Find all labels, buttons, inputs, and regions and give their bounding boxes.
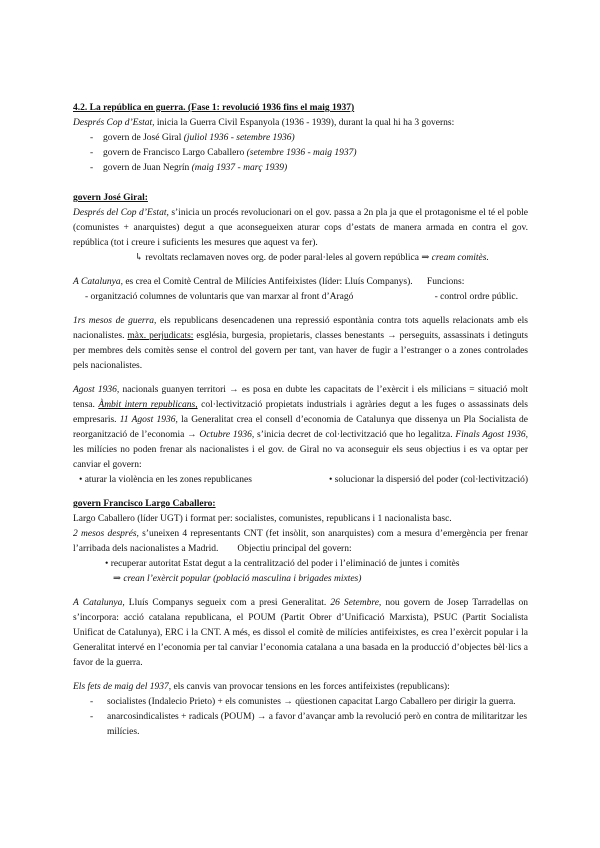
giral-heading: govern José Giral:: [73, 193, 148, 203]
list-item: - socialistes (Indalecio Prieto) + els comunistes → qüestionen capacitat Largo Caballero per dirigir la guerra.: [73, 695, 528, 710]
section-title: 4.2. La república en guerra. (Fase 1: revolució 1936 fins el maig 1937): [73, 103, 355, 113]
arrow-emphasis: cream comitès.: [431, 253, 489, 263]
paragraph-text: la Generalitat crea el consell d’economia de Catalunya que dissenya un Pla Socialista de reorganització de l’economia →: [73, 415, 529, 440]
date-emphasis: 11 Agost 1936,: [119, 415, 178, 425]
governs-list: [73, 131, 528, 176]
govern-name: govern de Francisco Largo Caballero: [103, 148, 247, 158]
bullet-item: • aturar la violència en les zones republicanes: [79, 475, 252, 485]
giral-arrow-line: [73, 251, 528, 266]
intro-text: inicia la Guerra Civil Espanyola (1936 - 1939), durant la qual hi ha 3 governs:: [154, 118, 455, 128]
paragraph-lead: Després del Cop d’Estat,: [73, 208, 169, 218]
paragraph-text: els canvis van provocar tensions en les forces antifeixistes (republicans):: [171, 682, 450, 692]
funcions-row: [73, 290, 528, 305]
caballero-paragraph-3: [73, 680, 528, 695]
govern-dates: (setembre 1936 - maig 1937): [246, 148, 357, 158]
list-item: [73, 146, 528, 161]
paragraph-text: s’inicia un procés revolucionari on el gov. passa a 2n pla ja que el protagonisme el té el poble (comunistes + anarquistes) degut a que aconsegueixen aturar cops d’estats de manera armada en contra el gov. república (tot i creure i suficients les mesures que aquest va fer).: [73, 208, 528, 248]
arrow-text: ⇒: [113, 574, 124, 584]
caballero-heading: govern Francisco Largo Caballero:: [73, 499, 216, 509]
paragraph-lead: A Catalunya,: [73, 598, 125, 608]
funcio-item: - control ordre públic.: [434, 292, 518, 302]
intro-lead: Després Cop d’Estat,: [73, 118, 155, 128]
paragraph-lead: Agost 1936,: [73, 385, 120, 395]
giral-paragraph-4: [73, 383, 528, 473]
govern-name: govern de Juan Negrín: [103, 163, 192, 173]
date-emphasis: Finals Agost 1936,: [455, 430, 528, 440]
objectiu-label: Objectiu principal del govern:: [237, 544, 352, 554]
paragraph-lead: A Catalunya,: [73, 277, 123, 287]
govern-name: govern de José Giral: [103, 133, 184, 143]
tensions-list: [73, 695, 528, 740]
govern-change-bullets: [73, 473, 528, 488]
govern-dates: (juliol 1936 - setembre 1936): [183, 133, 295, 143]
paragraph-lead: 1rs mesos de guerra,: [73, 316, 157, 326]
caballero-paragraph-1: [73, 527, 528, 557]
underlined-label: màx. perjudicats:: [127, 331, 194, 341]
paragraph-text: nou govern de Josep Tarradellas on s’incorpora: acció catalana republicana, el POUM (Partit Obrer d’Unificació Marxista), PSUC (Partit Socialista Unificat de Catalunya), ERC i la CNT. A més, es dissol el comitè de milícies antifeixistes, es crea l’exèrcit popular i la Generalitat intervé en l’economia per tal canviar l’economia catalana a una basada en la producció d’objectes bèl·lics a favor de la guerra.: [73, 598, 528, 668]
paragraph-text: s’inicia decret de col·lectivització que ho legalitza.: [254, 430, 456, 440]
paragraph-text: les milícies no poden frenar als nacionalistes i el gov. de Giral no va aconseguir els seus objectius i es va optar per canviar el govern:: [73, 445, 528, 470]
giral-paragraph-2: [73, 275, 528, 290]
paragraph-lead: Els fets de maig del 1937,: [73, 682, 172, 692]
caballero-arrow-line: [73, 572, 528, 587]
giral-paragraph-1: [73, 206, 528, 251]
funcio-item: - organització columnes de voluntaris que van marxar al front d’Aragó: [85, 292, 354, 302]
paragraph-text: Lluís Companys segueix com a presi Generalitat.: [124, 598, 331, 608]
date-emphasis: Octubre 1936,: [199, 430, 255, 440]
paragraph-lead: 2 mesos després,: [73, 529, 139, 539]
paragraph-text: es crea el Comitè Central de Milícies Antifeixistes (líder: Lluís Companys).: [122, 277, 413, 287]
arrow-text: ↳ revoltats reclamaven noves org. de poder paral·leles al govern república ⇒: [135, 253, 432, 263]
arrow-emphasis: crean l’exèrcit popular (població masculina i brigades mixtes): [123, 574, 362, 584]
paragraph-text: nacionals guanyen territori → es posa en dubte les capacitats de l’exèrcit i els milicians = situació molt tensa.: [73, 385, 528, 410]
list-item: [73, 161, 528, 176]
funcions-label: Funcions:: [426, 277, 465, 287]
bullet-item: • solucionar la dispersió del poder (col·lectivització): [328, 475, 528, 485]
document-page: [73, 101, 528, 740]
caballero-bullet: • recuperar autoritat Estat degut a la centralització del poder i l’eliminació de juntes i comitès: [105, 559, 460, 569]
govern-dates: (maig 1937 - març 1939): [191, 163, 288, 173]
list-item: [73, 131, 528, 146]
paragraph-text: col·lectivització propietats industrials i agràries degut a les fuges o assassinats dels empresaris.: [73, 400, 529, 425]
paragraph-text: església, burgesia, propietaris, classes benestants → perseguits, assassinats i detinguts per membres dels comitès sense el control del govern per tant, van haver de fugir a l’estranger o a zones controlades pels nacionalistes.: [73, 331, 528, 371]
intro-paragraph: [73, 116, 528, 131]
paragraph-text: els republicans desencadenen una repressió espontània contra tots aquells relacionats amb els nacionalistes.: [73, 316, 528, 341]
date-emphasis: 26 Setembre,: [330, 598, 382, 608]
underlined-label: Àmbit intern republicans,: [98, 400, 198, 410]
paragraph-text: s’uneixen 4 representants CNT (fet insòlit, son anarquistes) com a mesura d’emergència per frenar l’arribada dels nacionalistes a Madrid.: [73, 529, 528, 554]
giral-paragraph-3: [73, 314, 528, 374]
caballero-line-1: Largo Caballero (líder UGT) i format per: socialistes, comunistes, republicans i 1 nacionalista basc.: [73, 514, 452, 524]
caballero-paragraph-2: [73, 596, 528, 671]
list-item: - anarcosindicalistes + radicals (POUM) → a favor d’avançar amb la revolució però en contra de militaritzar les milícies.: [73, 710, 528, 740]
